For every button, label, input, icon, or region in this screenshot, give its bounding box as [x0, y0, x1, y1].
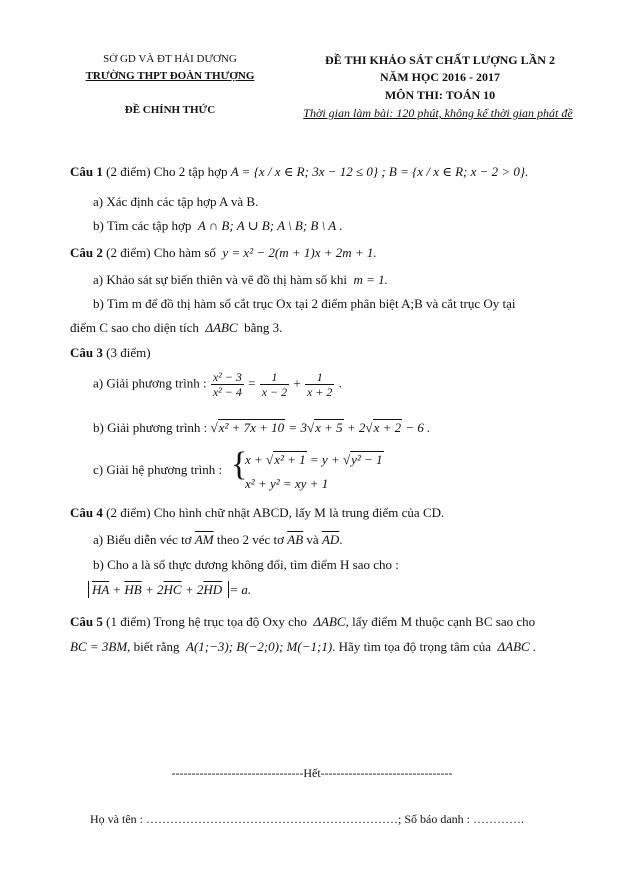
q1-sets: A = {x / x ∈ R; 3x − 12 ≤ 0} ; B = {x / x ∈ R; x − 2 > 0}.: [230, 164, 529, 179]
q5-text2: , lấy điểm M thuộc cạnh BC sao cho: [345, 614, 536, 629]
q4-line: [70, 505, 444, 521]
q3-part-c-text: c) Giải hệ phương trình :: [93, 462, 223, 477]
q5-line2b: . Hãy tìm tọa độ trọng tâm của: [332, 639, 492, 654]
time-note: [278, 106, 598, 121]
q4-part-a-and: và: [306, 532, 319, 547]
q4-part-a-mid: theo 2 véc tơ: [216, 532, 285, 547]
q3-text: (3 điểm): [106, 345, 151, 360]
q2-m-value: m = 1.: [350, 272, 388, 287]
q2-label: Câu 2: [70, 245, 103, 260]
q4-part-a-text: a) Biểu diễn véc tơ: [93, 532, 192, 547]
q2-function: y = x² − 2(m + 1)x + 2m + 1.: [219, 245, 377, 260]
q5-ratio: BC = 3BM: [70, 639, 128, 654]
subject: MÔN THI: TOÁN 10: [384, 88, 496, 102]
q3c-eq-1: x + √x² + 1 = y + √y² − 1: [245, 452, 383, 467]
q5-points: A(1;−3); B(−2;0); M(−1;1): [182, 639, 333, 654]
end-marker: ---------------------------------Hết---------------------------------: [171, 766, 453, 780]
q2-part-b-cont-text: điểm C sao cho diện tích: [70, 320, 199, 335]
q5-text: (1 điểm) Trong hệ trục tọa độ Oxy cho: [106, 614, 307, 629]
q3a-frac-3: $\frac{1}{x + 2}$: [306, 370, 333, 399]
official-label: ĐỀ CHÍNH THỨC: [124, 104, 216, 116]
dept-name: SỞ GD VÀ ĐT HẢI DƯƠNG: [103, 53, 237, 65]
q3-part-a-text: a) Giải phương trình :: [93, 375, 207, 391]
q3-part-a: a) Giải phương trình : $\frac{\text{x² − 3}}{\text{x² − 4}}$ = $\frac{1}{x - 2}$ + $\frac{1}{x + 2}$ .: [93, 370, 342, 399]
q2-text: (2 điểm) Cho hàm số: [106, 245, 216, 260]
q4-part-a: a) Biểu diễn véc tơ $\overline{AM}$ theo 2 véc tơ $\overline{AB}$ và $\overline{AD}$.: [93, 532, 343, 547]
q5-line-2: [70, 639, 536, 655]
q3-label: Câu 3: [70, 345, 103, 360]
q5-line2a: , biết rằng: [127, 639, 180, 654]
q3c-eq-2: x² + y² = xy + 1: [245, 476, 329, 491]
q2-line: [70, 245, 377, 261]
q3-part-b: [93, 420, 430, 436]
q3a-frac-2: $\frac{1}{x - 2}$: [261, 370, 288, 399]
q2-triangle: ΔABC: [202, 320, 241, 335]
q3-part-b-text: b) Giải phương trình :: [93, 420, 208, 435]
q5-triangle: ΔABC: [310, 614, 346, 629]
school-year: NĂM HỌC 2016 - 2017: [380, 70, 500, 84]
q2-part-a: [93, 272, 388, 288]
q2-part-b-cont: [70, 320, 282, 336]
q3-line: [70, 345, 151, 361]
school-name: [55, 70, 285, 82]
q3-part-c: [93, 446, 383, 494]
vec-ab: $\overline{AB}$: [287, 532, 304, 547]
q4-label: Câu 4: [70, 505, 103, 520]
school-name-text: TRƯỜNG THPT ĐOÀN THƯỢNG: [85, 70, 255, 82]
q3b-equation: √x² + 7x + 10 = 3√x + 5 + 2√x + 2 − 6 .: [210, 420, 431, 435]
q4-vector-eq: $\overline{HA} + \overline{HB} + 2\overline{HC} + 2\overline{HD} = a$.: [88, 582, 251, 598]
q3c-brace: {: [231, 446, 248, 483]
q1-set-ops: A ∩ B; A ∪ B; A \ B; B \ A .: [194, 218, 343, 233]
q4-text: (2 điểm) Cho hình chữ nhật ABCD, lấy M là trung điểm của CD.: [106, 505, 445, 520]
q5-label: Câu 5: [70, 614, 103, 629]
vec-ad: $\overline{AD}$: [321, 532, 340, 547]
q1-line: [70, 164, 528, 180]
q5-line: [70, 614, 535, 630]
q2-part-b-end: bằng 3.: [244, 320, 283, 335]
q4-part-b: b) Cho a là số thực dương không đổi, tìm điểm H sao cho :: [93, 557, 399, 572]
q2-part-b: b) Tìm m để đồ thị hàm số cắt trục Ox tại 2 điểm phân biệt A;B và cắt trục Oy tại: [93, 296, 516, 311]
vec-am: $\overline{AM}$: [194, 532, 214, 547]
q1-text: (2 điểm) Cho 2 tập hợp: [106, 164, 228, 179]
candidate-info: Họ và tên : ………………………………………………………; Số báo danh : ………….: [90, 812, 524, 826]
q1-label: Câu 1: [70, 164, 103, 179]
q2-part-a-text: a) Khảo sát sự biến thiên và vẽ đồ thị hàm số khi: [93, 272, 347, 287]
q1-part-b-text: b) Tìm các tập hợp: [93, 218, 192, 233]
q3a-frac-1: $\frac{\text{x² − 3}}{\text{x² − 4}}$: [212, 370, 242, 399]
exam-title: ĐỀ THI KHẢO SÁT CHẤT LƯỢNG LẦN 2: [325, 53, 555, 67]
q5-triangle-2: ΔABC .: [494, 639, 537, 654]
q1-part-a: a) Xác định các tập hợp A và B.: [93, 194, 259, 209]
time-note-text: Thời gian làm bài: 120 phút, không kể thời gian phát đề: [303, 106, 573, 120]
q1-part-b: [93, 218, 342, 234]
